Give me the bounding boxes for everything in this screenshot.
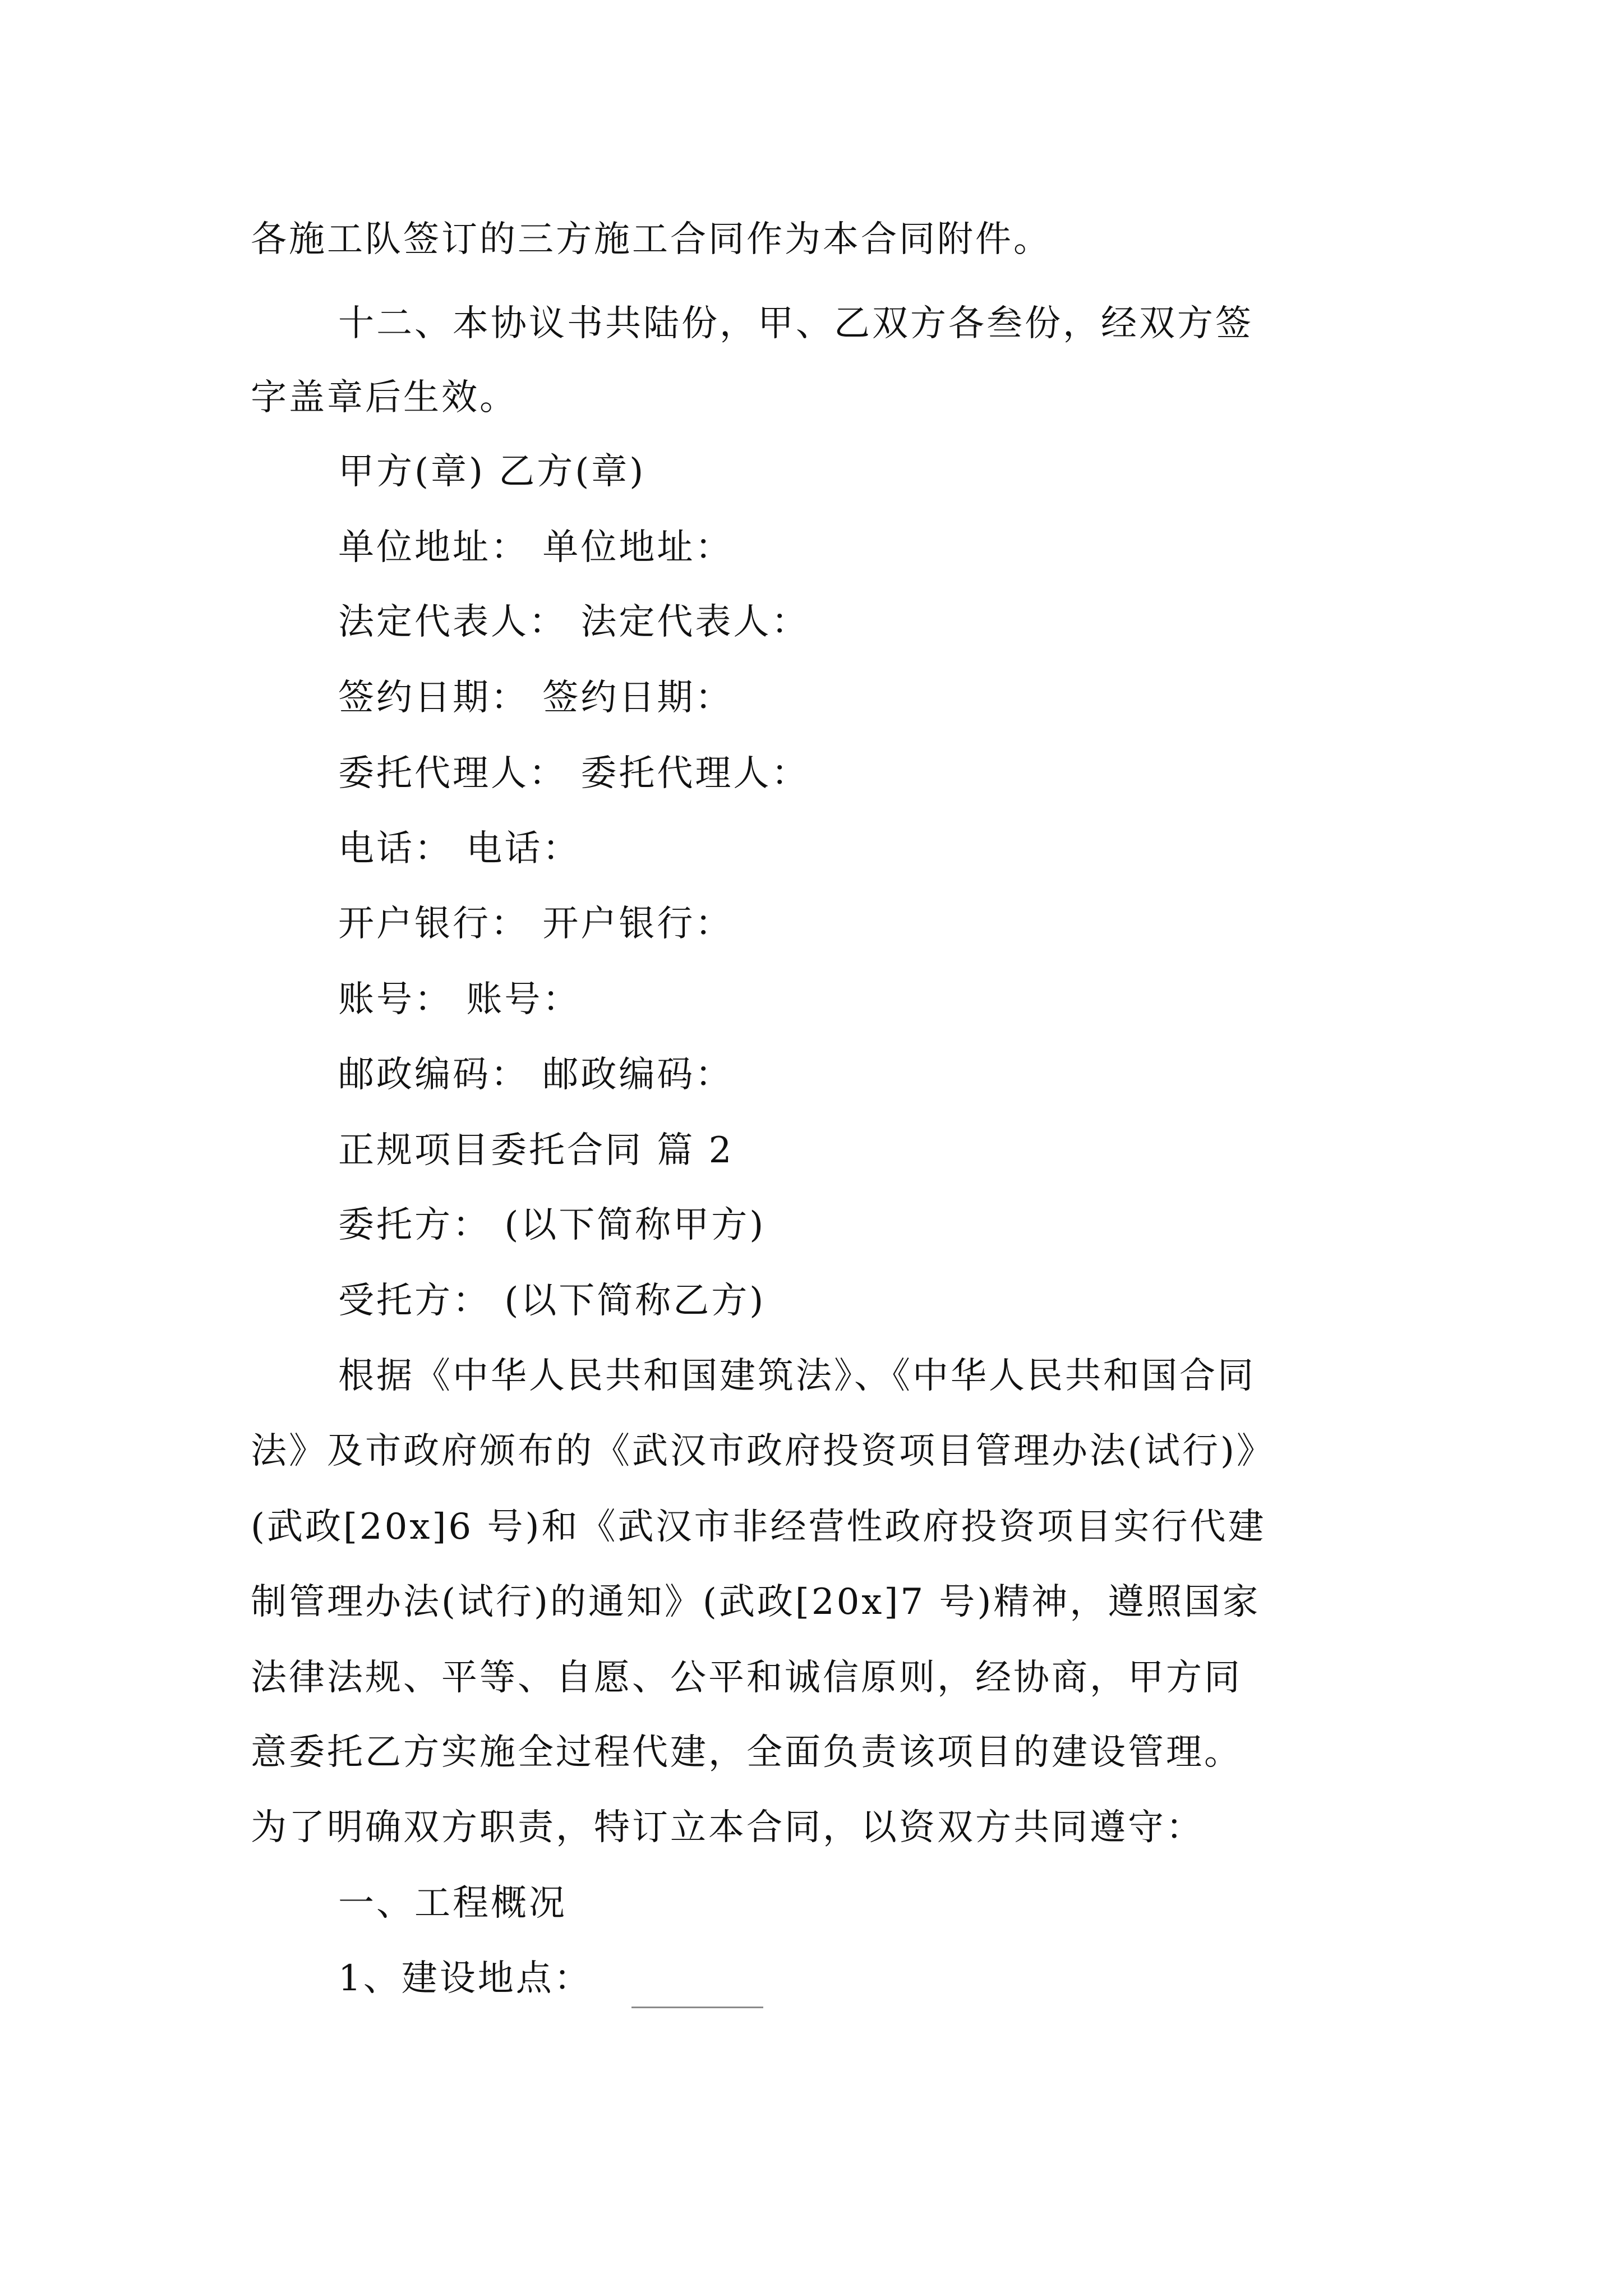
text-line-1: 各施工队签订的三方施工合同作为本合同附件。 — [251, 219, 1052, 260]
text-line-2: 十二、本协议书共陆份，甲、乙双方各叁份，经双方签 — [338, 303, 1253, 344]
paragraph-line-7: 为了明确双方职责，特订立本合同，以资双方共同遵守： — [251, 1807, 1204, 1848]
field-postal-code: 邮政编码： 邮政编码： — [338, 1054, 734, 1096]
field-signing-date: 签约日期： 签约日期： — [338, 677, 734, 719]
field-legal-representative: 法定代表人： 法定代表人： — [338, 601, 810, 643]
paragraph-line-4: 制管理办法(试行)的通知》(武政[20x]7 号)精神，遵照国家 — [251, 1581, 1261, 1623]
field-address: 单位地址： 单位地址： — [338, 527, 734, 568]
text-line-3: 字盖章后生效。 — [251, 377, 518, 418]
paragraph-line-6: 意委托乙方实施全过程代建，全面负责该项目的建设管理。 — [251, 1732, 1242, 1773]
client-party: 委托方： (以下简称甲方) — [338, 1204, 766, 1246]
construction-location-row — [338, 1955, 763, 2008]
field-bank: 开户银行： 开户银行： — [338, 903, 734, 945]
fill-in-blank-line — [631, 2007, 763, 2008]
field-account: 账号： 账号： — [338, 979, 581, 1020]
paragraph-line-5: 法律法规、平等、自愿、公平和诚信原则，经协商，甲方同 — [251, 1657, 1242, 1699]
paragraph-line-2: 法》及市政府颁布的《武汉市政府投资项目管理办法(试行)》 — [251, 1430, 1275, 1472]
trustee-party: 受托方： (以下简称乙方) — [338, 1280, 766, 1322]
field-agent: 委托代理人： 委托代理人： — [338, 753, 810, 794]
subheading-project-overview: 一、工程概况 — [338, 1883, 567, 1924]
signature-heading: 甲方(章) 乙方(章) — [338, 451, 646, 493]
section-title: 正规项目委托合同 篇 2 — [338, 1130, 734, 1171]
field-phone: 电话： 电话： — [338, 828, 581, 869]
construction-location-label: 1、建设地点： — [338, 1958, 592, 1999]
paragraph-line-1: 根据《中华人民共和国建筑法》、《中华人民共和国合同 — [338, 1355, 1256, 1397]
paragraph-line-3: (武政[20x]6 号)和《武汉市非经营性政府投资项目实行代建 — [251, 1506, 1266, 1548]
